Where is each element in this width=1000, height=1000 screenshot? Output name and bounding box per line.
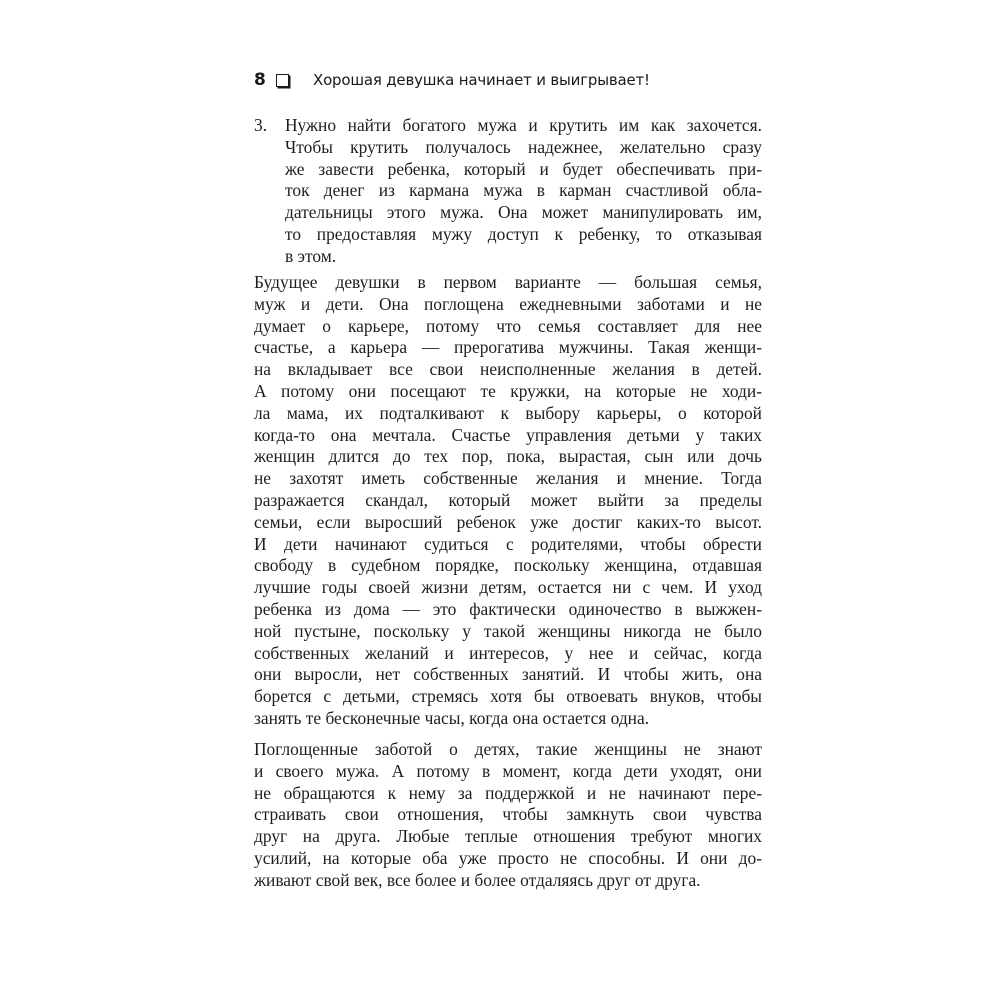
text-line: когда-то она мечтала. Счастье управления детьми у таких	[254, 424, 762, 445]
text-line: Будущее девушки в первом варианте — большая семья,	[254, 272, 762, 292]
text-line: же завести ребенка, который и будет обеспечивать при-	[285, 158, 762, 179]
text-line: Поглощенные заботой о детях, такие женщины не знают	[254, 739, 762, 759]
text-line: и своего мужа. А потому в момент, когда дети уходят, они	[254, 760, 762, 781]
paragraph-2	[254, 739, 762, 892]
text-line: собственных желаний и интересов, у нее и сейчас, когда	[254, 642, 762, 663]
text-line: занять те бесконечные часы, когда она остается одна.	[254, 707, 650, 728]
text-line: ток денег из кармана мужа в карман счастливой обла-	[285, 180, 762, 201]
square-bullet-icon	[276, 74, 289, 87]
text-line: страивать свои отношения, чтобы замкнуть свои чувства	[254, 804, 762, 825]
text-line: на вкладывает все свои неисполненные желания в детей.	[254, 359, 762, 380]
text-line: не захотят иметь собственные желания и мнение. Тогда	[254, 468, 762, 489]
text-line: Чтобы крутить получалось надежнее, желательно сразу	[285, 136, 762, 157]
text-line: муж и дети. Она поглощена ежедневными заботами и не	[254, 293, 762, 314]
text-line: друг на друга. Любые теплые отношения требуют многих	[254, 826, 762, 847]
numbered-list-item	[254, 115, 762, 268]
text-line: лучшие годы своей жизни детям, остается ни с чем. И уход	[254, 577, 762, 598]
paragraph-1	[254, 272, 762, 730]
text-line: свободу в судебном порядке, поскольку женщина, отдавшая	[254, 555, 762, 576]
text-line: живают свой век, все более и более отдаляясь друг от друга.	[254, 869, 701, 890]
page-number: 8	[254, 70, 266, 90]
text-line: ла мама, их подталкивают к выбору карьеры, о которой	[254, 402, 762, 423]
text-line: дательницы этого мужа. Она может манипулировать им,	[285, 202, 762, 223]
text-line: ребенка из дома — это фактически одиночество в выжжен-	[254, 598, 762, 619]
text-line: борется с детьми, стремясь хотя бы отвоевать внуков, чтобы	[254, 686, 762, 707]
text-line: то предоставляя мужу доступ к ребенку, то отказывая	[285, 223, 762, 244]
text-line: женщин длится до тех пор, пока, вырастая, сын или дочь	[254, 446, 762, 467]
list-number: 3.	[254, 115, 268, 135]
text-line: И дети начинают судиться с родителями, чтобы обрести	[254, 533, 762, 554]
running-title: Хорошая девушка начинает и выигрывает!	[313, 71, 650, 89]
text-line: ной пустыне, поскольку у такой женщины никогда не было	[254, 620, 762, 641]
text-line: А потому они посещают те кружки, на которые не ходи-	[254, 380, 762, 401]
text-line: они выросли, нет собственных занятий. И чтобы жить, она	[254, 664, 762, 685]
text-line: усилий, на которые оба уже просто не способны. И они до-	[254, 847, 762, 868]
text-line: счастье, а карьера — прерогатива мужчины. Такая женщи-	[254, 337, 762, 358]
text-line: семьи, если выросший ребенок уже достиг каких-то высот.	[254, 511, 762, 532]
text-line: Нужно найти богатого мужа и крутить им как захочется.	[285, 115, 762, 135]
text-line: не обращаются к нему за поддержкой и не начинают пере-	[254, 782, 762, 803]
running-header	[254, 68, 650, 92]
list-item-text	[285, 115, 762, 268]
text-line: думает о карьере, потому что семья составляет для нее	[254, 315, 762, 336]
text-line: разражается скандал, который может выйти за пределы	[254, 489, 762, 510]
text-line: в этом.	[285, 245, 337, 266]
